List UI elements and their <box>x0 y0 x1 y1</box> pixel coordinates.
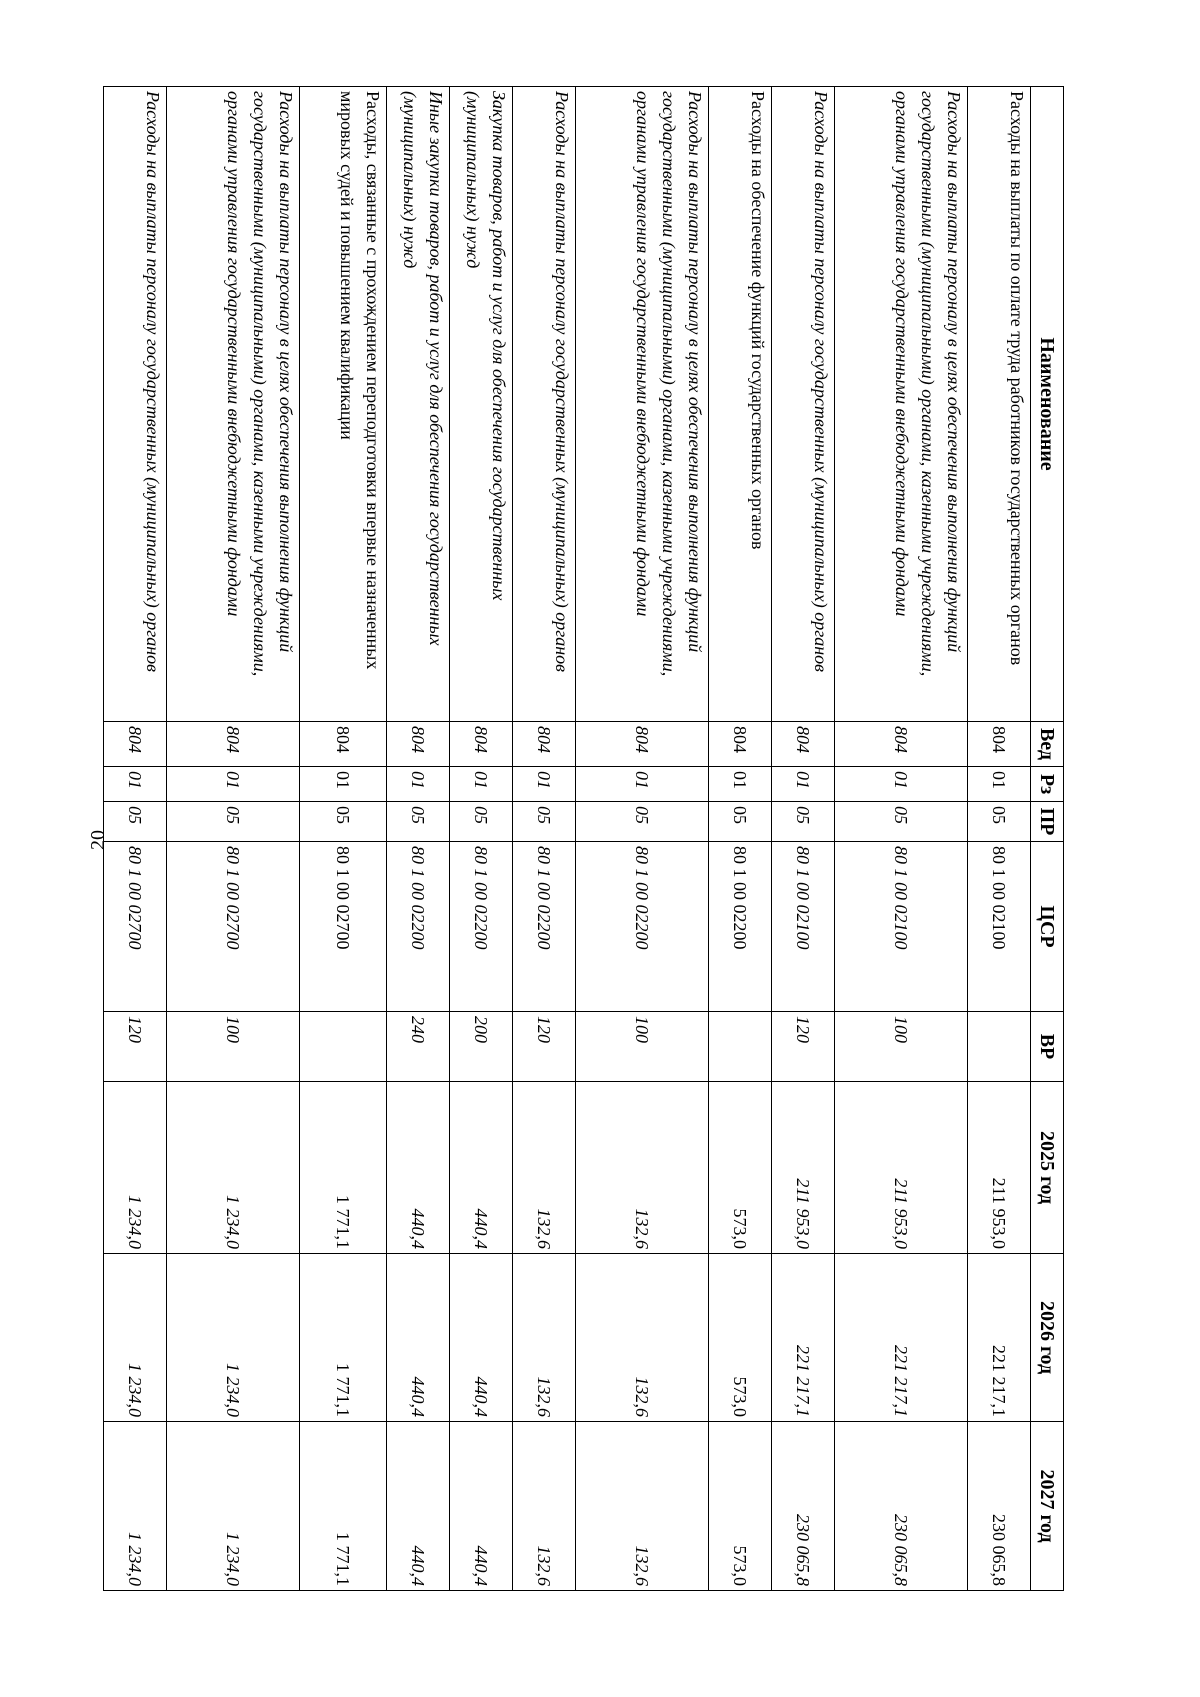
row-2027: 230 065,8 <box>835 1422 968 1591</box>
table-row <box>450 87 513 1591</box>
row-csr: 80 1 00 02100 <box>772 842 835 1012</box>
table-row <box>709 87 772 1591</box>
row-2027: 132,6 <box>513 1422 576 1591</box>
table-row <box>300 87 387 1591</box>
row-csr: 80 1 00 02700 <box>167 842 300 1012</box>
row-name: Расходы на выплаты персоналу государственных (муниципальных) органов <box>104 87 167 722</box>
row-2026: 221 217,1 <box>772 1254 835 1422</box>
row-pr: 05 <box>772 802 835 842</box>
row-csr: 80 1 00 02200 <box>513 842 576 1012</box>
row-2027: 1 234,0 <box>167 1422 300 1591</box>
row-rz: 01 <box>167 767 300 802</box>
row-2026: 132,6 <box>513 1254 576 1422</box>
table-row <box>167 87 300 1591</box>
row-2025: 1 234,0 <box>104 1082 167 1254</box>
row-2026: 1 234,0 <box>104 1254 167 1422</box>
row-rz: 01 <box>835 767 968 802</box>
row-rz: 01 <box>513 767 576 802</box>
row-csr: 80 1 00 02200 <box>450 842 513 1012</box>
row-name: Расходы, связанные с прохождением переподготовки впервые назначенных мировых судей и повышением квалификации <box>300 87 387 722</box>
row-2026: 221 217,1 <box>968 1254 1031 1422</box>
row-2026: 132,6 <box>576 1254 709 1422</box>
row-rz: 01 <box>772 767 835 802</box>
row-ved: 804 <box>835 722 968 767</box>
row-rz: 01 <box>104 767 167 802</box>
row-2027: 1 771,1 <box>300 1422 387 1591</box>
row-ved: 804 <box>576 722 709 767</box>
row-rz: 01 <box>576 767 709 802</box>
table-row <box>968 87 1031 1591</box>
table-row <box>576 87 709 1591</box>
row-name: Расходы на обеспечение функций государственных органов <box>709 87 772 722</box>
header-csr: ЦСР <box>1031 842 1064 1012</box>
row-vr: 100 <box>167 1012 300 1082</box>
row-2025: 211 953,0 <box>968 1082 1031 1254</box>
header-vr: ВР <box>1031 1012 1064 1082</box>
table-row <box>387 87 450 1591</box>
row-vr <box>300 1012 387 1082</box>
row-rz: 01 <box>300 767 387 802</box>
row-2026: 1 771,1 <box>300 1254 387 1422</box>
header-pr: ПР <box>1031 802 1064 842</box>
row-ved: 804 <box>513 722 576 767</box>
row-2027: 440,4 <box>450 1422 513 1591</box>
row-rz: 01 <box>450 767 513 802</box>
row-name: Расходы на выплаты персоналу в целях обеспечения выполнения функций государственными (муниципальными) органами, казенными учреждениями, органами управления государственными внебюджетными фондами <box>576 87 709 722</box>
row-2026: 221 217,1 <box>835 1254 968 1422</box>
page-number: 20 <box>87 830 109 850</box>
row-csr: 80 1 00 02200 <box>576 842 709 1012</box>
header-2025: 2025 год <box>1031 1082 1064 1254</box>
row-vr: 120 <box>104 1012 167 1082</box>
row-vr: 100 <box>576 1012 709 1082</box>
header-rz: Рз <box>1031 767 1064 802</box>
row-csr: 80 1 00 02200 <box>709 842 772 1012</box>
row-pr: 05 <box>387 802 450 842</box>
row-csr: 80 1 00 02200 <box>387 842 450 1012</box>
row-vr: 240 <box>387 1012 450 1082</box>
row-2026: 1 234,0 <box>167 1254 300 1422</box>
header-name: Наименование <box>1031 87 1064 722</box>
table-row <box>772 87 835 1591</box>
row-pr: 05 <box>167 802 300 842</box>
row-pr: 05 <box>709 802 772 842</box>
row-2025: 132,6 <box>576 1082 709 1254</box>
row-vr <box>968 1012 1031 1082</box>
header-row <box>1031 87 1064 1591</box>
row-2025: 440,4 <box>450 1082 513 1254</box>
header-2026: 2026 год <box>1031 1254 1064 1422</box>
row-ved: 804 <box>300 722 387 767</box>
row-name: Расходы на выплаты персоналу государственных (муниципальных) органов <box>513 87 576 722</box>
row-pr: 05 <box>513 802 576 842</box>
row-name: Расходы на выплаты персоналу в целях обеспечения выполнения функций государственными (муниципальными) органами, казенными учреждениями, органами управления государственными внебюджетными фондами <box>835 87 968 722</box>
budget-table <box>103 86 1064 1591</box>
row-pr: 05 <box>968 802 1031 842</box>
table-row <box>104 87 167 1591</box>
row-rz: 01 <box>387 767 450 802</box>
row-ved: 804 <box>968 722 1031 767</box>
row-ved: 804 <box>772 722 835 767</box>
row-vr: 120 <box>513 1012 576 1082</box>
row-2027: 440,4 <box>387 1422 450 1591</box>
row-2025: 211 953,0 <box>835 1082 968 1254</box>
row-2027: 230 065,8 <box>772 1422 835 1591</box>
row-2025: 440,4 <box>387 1082 450 1254</box>
row-2025: 573,0 <box>709 1082 772 1254</box>
row-2025: 132,6 <box>513 1082 576 1254</box>
row-2025: 1 234,0 <box>167 1082 300 1254</box>
header-ved: Вед <box>1031 722 1064 767</box>
row-pr: 05 <box>450 802 513 842</box>
row-csr: 80 1 00 02700 <box>300 842 387 1012</box>
row-2027: 132,6 <box>576 1422 709 1591</box>
row-csr: 80 1 00 02100 <box>835 842 968 1012</box>
row-rz: 01 <box>709 767 772 802</box>
row-vr: 100 <box>835 1012 968 1082</box>
row-pr: 05 <box>576 802 709 842</box>
row-2027: 230 065,8 <box>968 1422 1031 1591</box>
row-2027: 573,0 <box>709 1422 772 1591</box>
row-ved: 804 <box>104 722 167 767</box>
table-row <box>835 87 968 1591</box>
row-pr: 05 <box>835 802 968 842</box>
row-vr: 120 <box>772 1012 835 1082</box>
row-2026: 440,4 <box>387 1254 450 1422</box>
row-pr: 05 <box>300 802 387 842</box>
row-2025: 1 771,1 <box>300 1082 387 1254</box>
row-name: Расходы на выплаты по оплате труда работников государственных органов <box>968 87 1031 722</box>
row-csr: 80 1 00 02100 <box>968 842 1031 1012</box>
row-ved: 804 <box>450 722 513 767</box>
row-ved: 804 <box>387 722 450 767</box>
header-2027: 2027 год <box>1031 1422 1064 1591</box>
row-2026: 440,4 <box>450 1254 513 1422</box>
rotated-table-container <box>120 86 1064 1590</box>
row-rz: 01 <box>968 767 1031 802</box>
row-vr <box>709 1012 772 1082</box>
row-vr: 200 <box>450 1012 513 1082</box>
row-name: Расходы на выплаты персоналу государственных (муниципальных) органов <box>772 87 835 722</box>
row-name: Расходы на выплаты персоналу в целях обеспечения выполнения функций государственными (муниципальными) органами, казенными учреждениями, органами управления государственными внебюджетными фондами <box>167 87 300 722</box>
row-2025: 211 953,0 <box>772 1082 835 1254</box>
row-ved: 804 <box>709 722 772 767</box>
row-csr: 80 1 00 02700 <box>104 842 167 1012</box>
row-pr: 05 <box>104 802 167 842</box>
row-ved: 804 <box>167 722 300 767</box>
row-name: Иные закупки товаров, работ и услуг для обеспечения государственных (муниципальных) нужд <box>387 87 450 722</box>
table-row <box>513 87 576 1591</box>
row-2027: 1 234,0 <box>104 1422 167 1591</box>
row-name: Закупка товаров, работ и услуг для обеспечения государственных (муниципальных) нужд <box>450 87 513 722</box>
row-2026: 573,0 <box>709 1254 772 1422</box>
